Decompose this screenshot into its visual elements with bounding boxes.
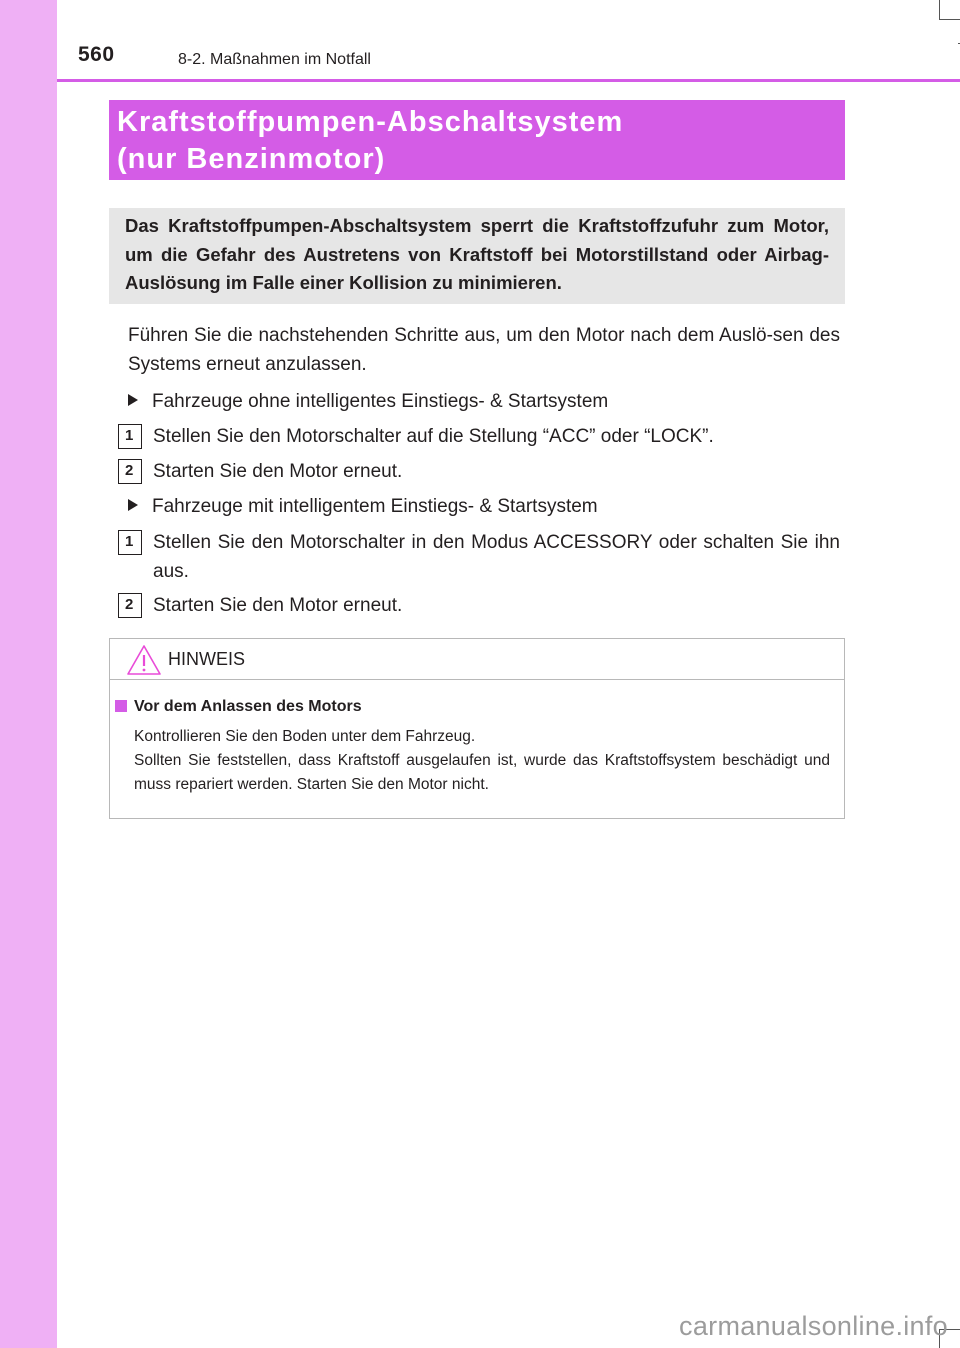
section-title-line2: (nur Benzinmotor): [117, 143, 386, 175]
notice-box: [109, 638, 845, 819]
square-bullet-icon: [115, 700, 127, 712]
notice-header: [110, 639, 844, 680]
step-number-box: 1: [118, 530, 142, 555]
watermark: carmanualsonline.info: [679, 1311, 948, 1341]
step-number-box: 2: [118, 459, 142, 484]
step-number-box: 2: [118, 593, 142, 618]
section-title: [109, 100, 845, 180]
triangle-bullet-icon: [128, 394, 138, 406]
crop-mark: [939, 0, 940, 20]
step-text: Starten Sie den Motor erneut.: [153, 595, 403, 616]
group-heading-text: Fahrzeuge ohne intelligentes Einstiegs- & Startsystem: [152, 391, 609, 412]
section-title-line1: Kraftstoffpumpen-Abschaltsystem: [117, 106, 624, 138]
group-heading-text: Fahrzeuge mit intelligentem Einstiegs- & Startsystem: [152, 496, 598, 517]
crop-mark: [939, 19, 960, 20]
notice-line: Kontrollieren Sie den Boden unter dem Fahrzeug.: [134, 728, 476, 745]
step-text: Starten Sie den Motor erneut.: [153, 461, 403, 482]
step-text: Stellen Sie den Motorschalter auf die Stellung “ACC” oder “LOCK”.: [153, 426, 714, 447]
body-paragraph: Führen Sie die nachstehenden Schritte aus, um den Motor nach dem Auslö-sen des Systems erneut anzulassen.: [128, 325, 840, 375]
group-heading-without-smart-key: [128, 387, 608, 416]
group-heading-with-smart-key: [128, 492, 598, 521]
notice-subheading-text: Vor dem Anlassen des Motors: [134, 698, 362, 715]
notice-label: HINWEIS: [168, 649, 246, 669]
step-text: Stellen Sie den Motorschalter in den Modus ACCESSORY oder schalten Sie ihn aus.: [153, 532, 840, 582]
chapter-title: 8-2. Maßnahmen im Notfall: [178, 51, 371, 68]
notice-line: Sollten Sie feststellen, dass Kraftstoff ausgelaufen ist, wurde das Kraftstoffsystem beschädigt und muss repariert werden. Starten Sie den Motor nicht.: [134, 752, 830, 793]
page-number: 560: [78, 43, 115, 66]
notice-subheading: [134, 697, 362, 717]
step-number-box: 1: [118, 424, 142, 449]
triangle-bullet-icon: [128, 499, 138, 511]
notice-body: [134, 725, 830, 797]
header-rule: [57, 79, 960, 82]
warning-triangle-icon: [126, 644, 162, 676]
intro-box: Das Kraftstoffpumpen-Abschaltsystem sperrt die Kraftstoffzufuhr zum Motor, um die Gefahr des Austretens von Kraftstoff bei Motorstillstand oder Airbag-Auslösung im Falle einer Kollision zu minimieren.: [109, 208, 845, 304]
side-color-band: [0, 0, 57, 1348]
